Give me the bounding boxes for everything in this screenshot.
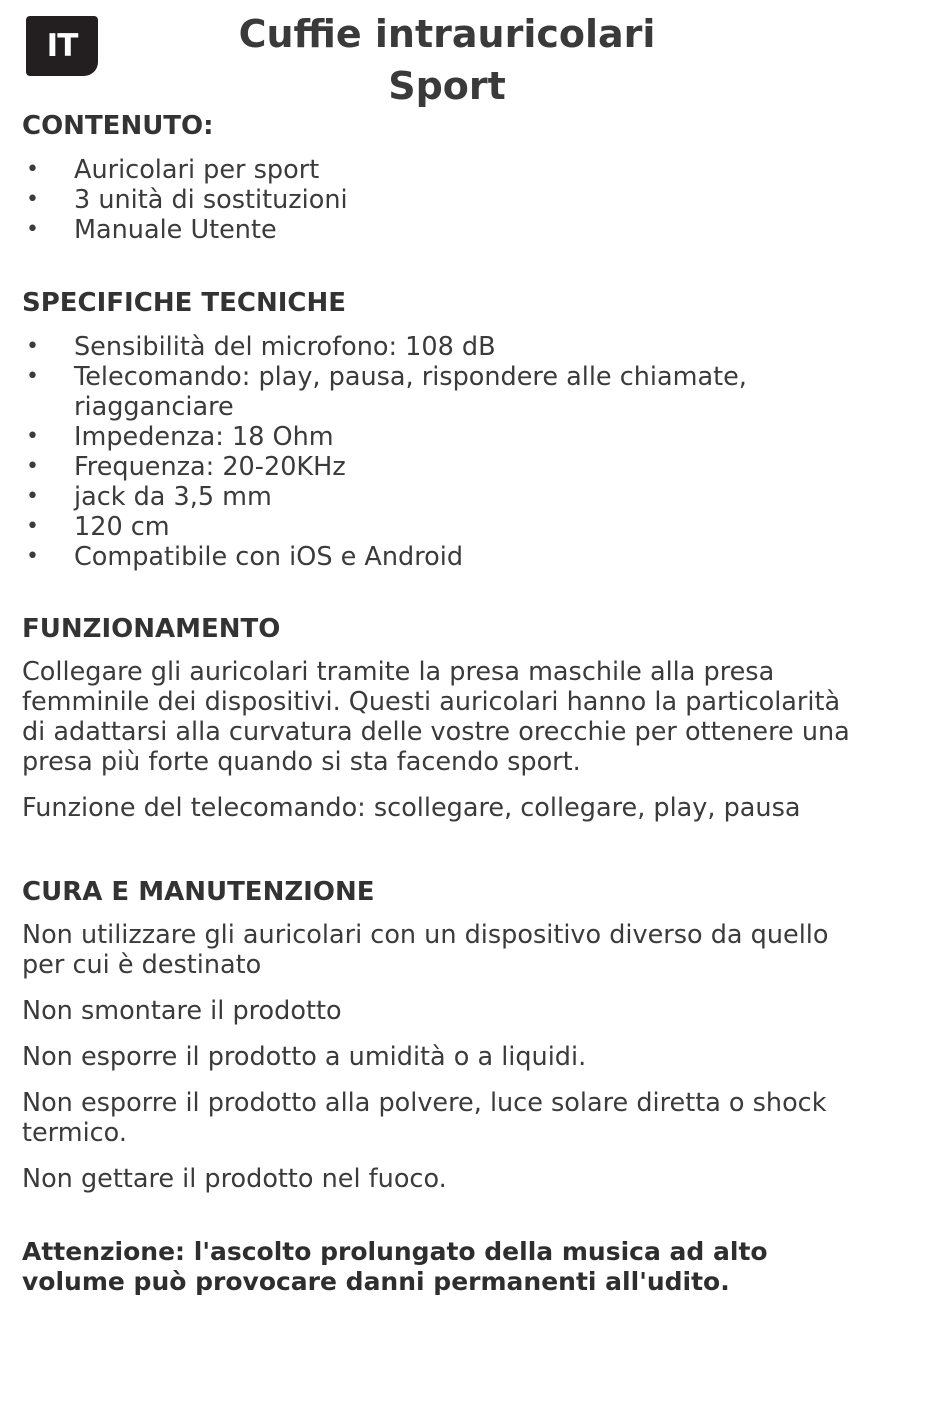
cura-paragraph: Non esporre il prodotto alla polvere, luce solare diretta o shock termico. — [22, 1088, 827, 1148]
funzionamento-paragraph: Funzione del telecomando: scollegare, collegare, play, pausa — [22, 793, 801, 823]
list-item-text: Compatibile con iOS e Android — [74, 542, 464, 572]
list-item-text: 120 cm — [74, 512, 170, 542]
list-item — [22, 215, 922, 245]
warning-text: Attenzione: l'ascolto prolungato della musica ad alto volume può provocare danni permanenti all'udito. — [22, 1237, 768, 1296]
section-heading-funzionamento: FUNZIONAMENTO — [22, 614, 281, 644]
page-title — [100, 8, 794, 112]
list-item-text: Sensibilità del microfono: 108 dB — [74, 332, 496, 362]
section-heading-contenuto: CONTENUTO: — [22, 111, 214, 141]
title-line-1: Cuffie intrauricolari — [238, 12, 656, 56]
list-item-text: 3 unità di sostituzioni — [74, 185, 348, 215]
list-item — [22, 452, 922, 482]
section-contenuto — [22, 108, 922, 245]
bullet-icon: • — [26, 364, 39, 389]
list-item — [22, 422, 922, 452]
bullet-icon: • — [26, 424, 39, 449]
list-item-text: Telecomando: play, pausa, rispondere alle chiamate, riagganciare — [74, 362, 747, 422]
list-item — [22, 512, 922, 542]
language-badge: IT — [26, 16, 98, 76]
bullet-icon: • — [26, 544, 39, 569]
list-item — [22, 362, 922, 422]
manual-content — [22, 108, 922, 1297]
list-item — [22, 332, 922, 362]
contenuto-list — [22, 155, 922, 245]
section-cura — [22, 874, 922, 1194]
bullet-icon: • — [26, 334, 39, 359]
section-warning — [22, 1237, 922, 1297]
list-item — [22, 155, 922, 185]
funzionamento-paragraph: Collegare gli auricolari tramite la presa maschile alla presa femminile dei dispositivi. Questi auricolari hanno la particolarità di adattarsi alla curvatura delle vostre orecchie per ottenere una presa più forte quando si sta facendo sport. — [22, 657, 850, 777]
bullet-icon: • — [26, 484, 39, 509]
cura-paragraph: Non esporre il prodotto a umidità o a liquidi. — [22, 1042, 587, 1072]
bullet-icon: • — [26, 217, 39, 242]
list-item — [22, 482, 922, 512]
section-heading-specifiche: SPECIFICHE TECNICHE — [22, 288, 346, 318]
title-line-2: Sport — [388, 64, 506, 108]
cura-paragraph: Non utilizzare gli auricolari con un dispositivo diverso da quello per cui è destinato — [22, 920, 829, 980]
bullet-icon: • — [26, 157, 39, 182]
list-item-text: Auricolari per sport — [74, 155, 320, 185]
bullet-icon: • — [26, 514, 39, 539]
bullet-icon: • — [26, 187, 39, 212]
section-funzionamento — [22, 611, 922, 823]
bullet-icon: • — [26, 454, 39, 479]
list-item — [22, 185, 922, 215]
list-item — [22, 542, 922, 572]
list-item-text: Frequenza: 20-20KHz — [74, 452, 346, 482]
list-item-text: Manuale Utente — [74, 215, 277, 245]
specifiche-list — [22, 332, 922, 572]
list-item-text: jack da 3,5 mm — [74, 482, 272, 512]
cura-paragraph: Non gettare il prodotto nel fuoco. — [22, 1164, 447, 1194]
list-item-text: Impedenza: 18 Ohm — [74, 422, 334, 452]
section-heading-cura: CURA E MANUTENZIONE — [22, 877, 375, 907]
section-specifiche — [22, 285, 922, 572]
cura-paragraph: Non smontare il prodotto — [22, 996, 342, 1026]
